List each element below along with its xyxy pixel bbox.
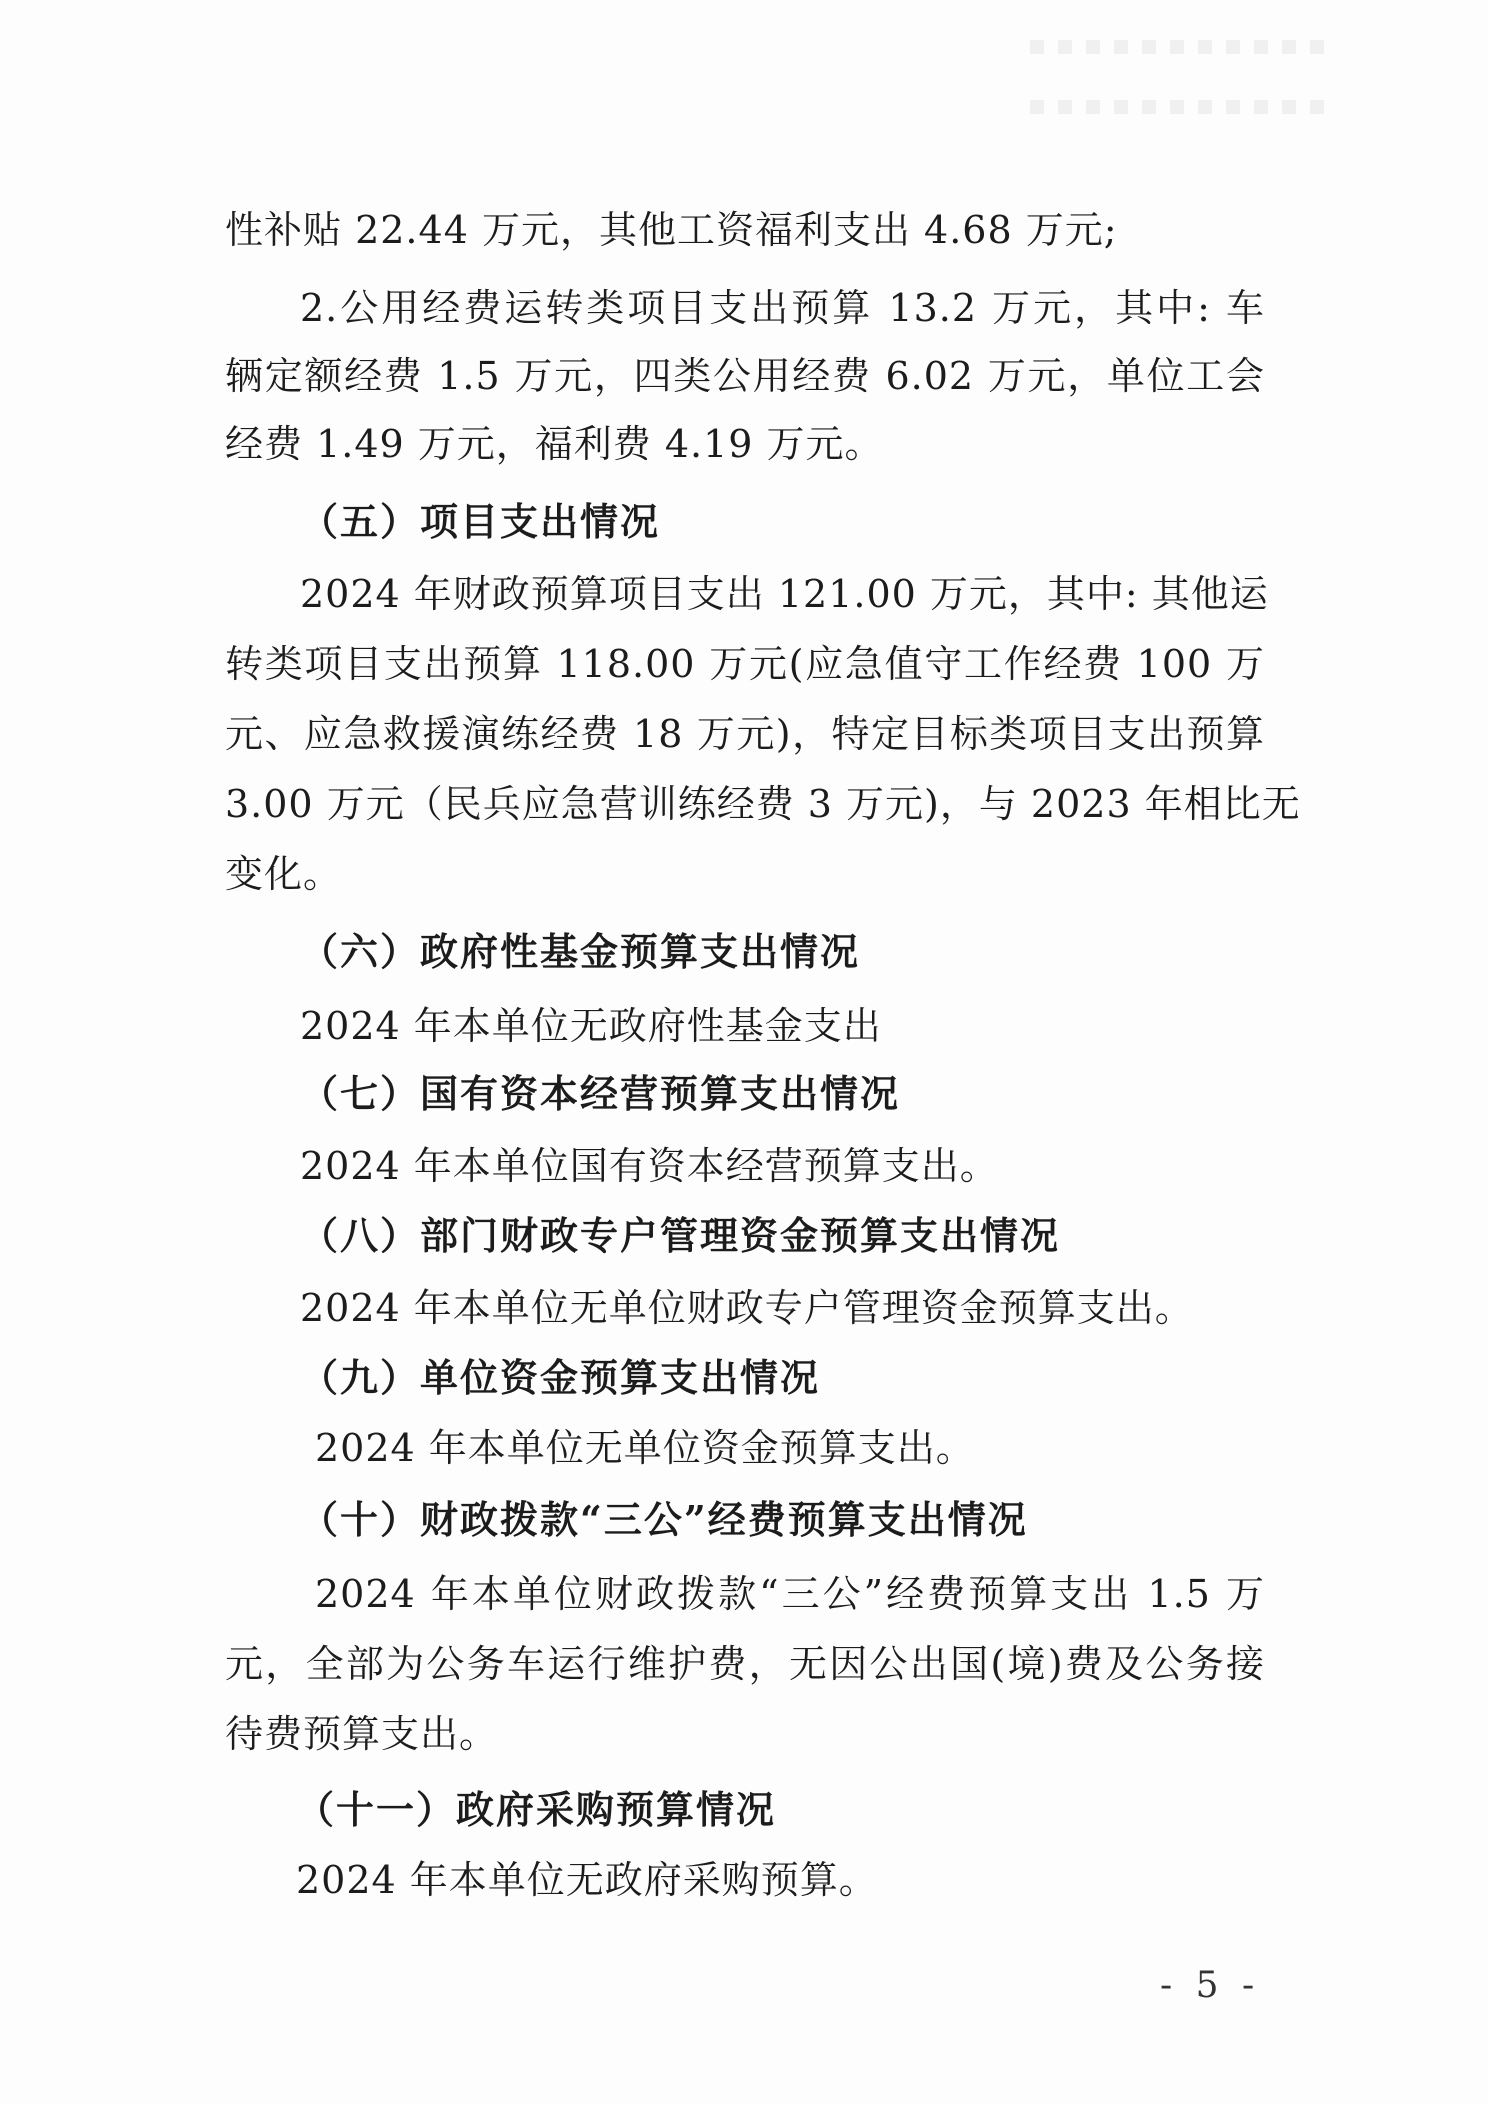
section-heading: （十）财政拨款“三公”经费预算支出情况 [300, 1497, 1028, 1542]
text-line: 元，全部为公务车运行维护费，无因公出国(境)费及公务接 [225, 1642, 1265, 1686]
text-line: 2024 年本单位财政拨款“三公”经费预算支出 1.5 万 [315, 1572, 1265, 1616]
page-number: - 5 - [1160, 1965, 1261, 2006]
section-heading: （五）项目支出情况 [300, 499, 661, 544]
text-line: 2024 年本单位国有资本经营预算支出。 [300, 1144, 999, 1188]
text-line: 2.公用经费运转类项目支出预算 13.2 万元，其中: 车 [300, 286, 1265, 330]
section-heading: （九）单位资金预算支出情况 [300, 1355, 821, 1400]
text-line: 转类项目支出预算 118.00 万元(应急值守工作经费 100 万 [225, 642, 1265, 686]
section-heading: （六）政府性基金预算支出情况 [300, 929, 861, 974]
text-line: 2024 年财政预算项目支出 121.00 万元，其中: 其他运 [300, 572, 1269, 616]
text-line: 2024 年本单位无政府性基金支出 [300, 1004, 882, 1048]
text-line: 2024 年本单位无单位财政专户管理资金预算支出。 [300, 1286, 1194, 1330]
bleed-through-mark [1030, 100, 1330, 114]
text-line: 待费预算支出。 [225, 1712, 499, 1756]
section-heading: （十一）政府采购预算情况 [296, 1787, 777, 1832]
bleed-through-mark [1030, 40, 1330, 54]
section-heading: （七）国有资本经营预算支出情况 [300, 1071, 901, 1116]
section-heading: （八）部门财政专户管理资金预算支出情况 [300, 1213, 1061, 1258]
text-line: 辆定额经费 1.5 万元，四类公用经费 6.02 万元，单位工会 [225, 354, 1265, 398]
text-line: 变化。 [225, 852, 343, 896]
text-line: 性补贴 22.44 万元，其他工资福利支出 4.68 万元; [225, 208, 1118, 252]
text-line: 经费 1.49 万元，福利费 4.19 万元。 [225, 422, 884, 466]
text-line: 2024 年本单位无单位资金预算支出。 [315, 1426, 975, 1470]
text-line: 2024 年本单位无政府采购预算。 [296, 1858, 878, 1902]
text-line: 3.00 万元（民兵应急营训练经费 3 万元)，与 2023 年相比无 [225, 782, 1301, 826]
text-line: 元、应急救援演练经费 18 万元)，特定目标类项目支出预算 [225, 712, 1265, 756]
